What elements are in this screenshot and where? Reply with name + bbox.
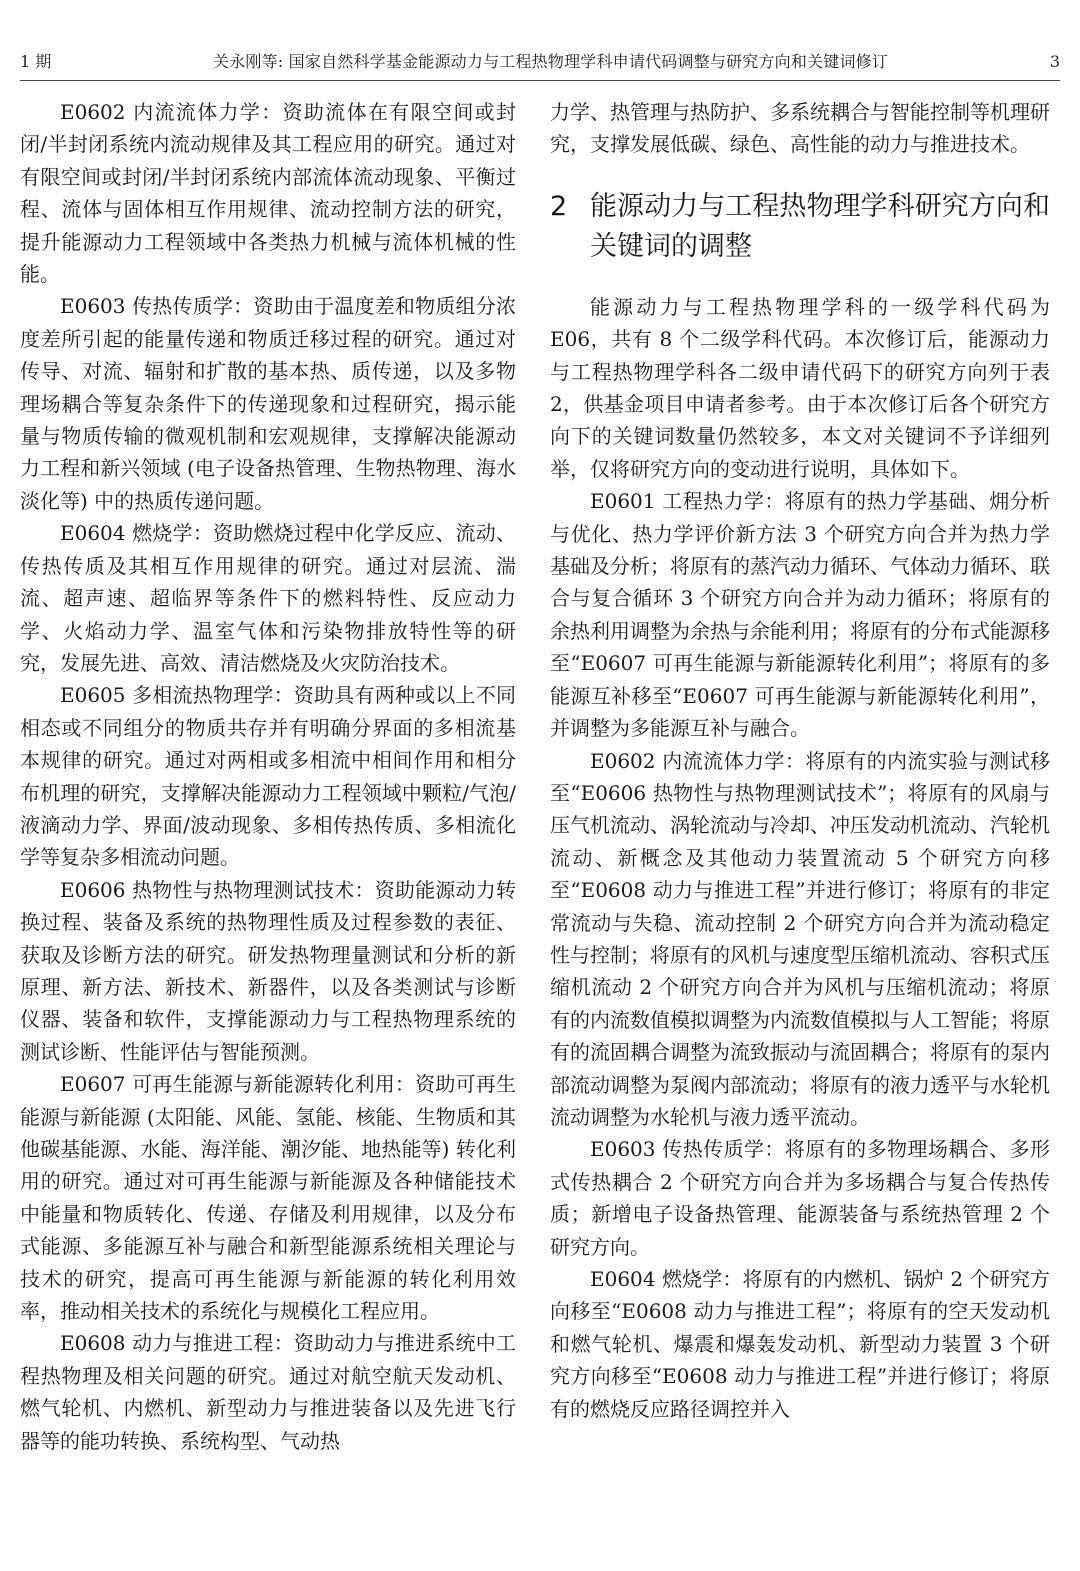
paragraph-e0603: E0603 传热传质学：资助由于温度差和物质组分浓度差所引起的能量传递和物质迁移过程的研究。通过对传导、对流、辐射和扩散的基本热、质传递，以及多物理场耦合等复杂条件下的传递现象和过程研究，揭示能量与物质传输的微观机制和宏观规律，支撑解决能源动力工程和新兴领域 (电子设备热管理、生物热物理、海水淡化等) 中的热质传递问题。 [20, 294, 516, 513]
paragraph-intro: 能源动力与工程热物理学科的一级学科代码为 E06，共有 8 个二级学科代码。本次修订后，能源动力与工程热物理学科各二级申请代码下的研究方向列于表 2，供基金项目申请者参考。由于本次修订后各个研究方向下的关键词数量仍然较多，本文对关键词不予详细列举，仅将研究方向的变动进行说明，具体如下。 [550, 294, 1050, 481]
paragraph-e0608: E0608 动力与推进工程：资助动力与推进系统中工程热物理及相关问题的研究。通过对航空航天发动机、燃气轮机、内燃机、新型动力与推进装备以及先进飞行器等的能功转换、系统构型、气动热 [20, 1331, 516, 1453]
paragraph-continuation: 力学、热管理与热防护、多系统耦合与智能控制等机理研究，支撑发展低碳、绿色、高性能的动力与推进技术。 [550, 100, 1050, 157]
issue-label: 1 期 [20, 52, 52, 71]
paragraph-e0605: E0605 多相流热物理学：资助具有两种或以上不同相态或不同组分的物质共存并有明确分界面的多相流基本规律的研究。通过对两相或多相流中相间作用和相分布机理的研究，支撑解决能源动力工程领域中颗粒/气泡/液滴动力学、界面/波动现象、多相传热传质、多相流化学等复杂多相流动问题。 [20, 683, 516, 870]
section-title: 能源动力与工程热物理学科研究方向和关键词的调整 [590, 190, 1050, 262]
page-number: 3 [1049, 52, 1060, 71]
paragraph-rev-e0602: E0602 内流流体力学：将原有的内流实验与测试移至“E0606 热物性与热物理测试技术”；将原有的风扇与压气机流动、涡轮流动与冷却、冲压发动机流动、汽轮机流动、新概念及其他动力装置流动 5 个研究方向移至“E0608 动力与推进工程”并进行修订；将原有的非定常流动与失稳、流动控制 2 个研究方向合并为流动稳定性与控制；将原有的风机与速度型压缩机流动、容积式压缩机流动 2 个研究方向合并为风机与压缩机流动；将原有的内流数值模拟调整为内流数值模拟与人工智能；将原有的流固耦合调整为流致振动与流固耦合；将原有的泵内部流动调整为泵阀内部流动；将原有的液力透平与水轮机流动调整为水轮机与液力透平流动。 [550, 748, 1050, 1129]
paragraph-rev-e0603: E0603 传热传质学：将原有的多物理场耦合、多形式传热耦合 2 个研究方向合并为多场耦合与复合传热传质；新增电子设备热管理、能源装备与系统热管理 2 个研究方向。 [550, 1137, 1050, 1259]
paragraph-rev-e0604: E0604 燃烧学：将原有的内燃机、锅炉 2 个研究方向移至“E0608 动力与推进工程”；将原有的空天发动机和燃气轮机、爆震和爆轰发动机、新型动力装置 3 个研究方向移至“E0608 动力与推进工程”并进行修订；将原有的燃烧反应路径调控并入 [550, 1267, 1050, 1421]
running-title: 关永刚等: 国家自然科学基金能源动力与工程热物理学科申请代码调整与研究方向和关键词修订 [213, 52, 889, 71]
paragraph-e0606: E0606 热物性与热物理测试技术：资助能源动力转换过程、装备及系统的热物理性质及过程参数的表征、获取及诊断方法的研究。研发热物理量测试和分析的新原理、新方法、新技术、新器件，以及各类测试与诊断仪器、装备和软件，支撑能源动力与工程热物理系统的测试诊断、性能评估与智能预测。 [20, 877, 516, 1064]
running-header [20, 52, 1060, 72]
paragraph-rev-e0601: E0601 工程热力学：将原有的热力学基础、㶲分析与优化、热力学评价新方法 3 个研究方向合并为热力学基础及分析；将原有的蒸汽动力循环、气体动力循环、联合与复合循环 3 个研究方向合并为动力循环；将原有的余热利用调整为余热与余能利用；将原有的分布式能源移至“E0607 可再生能源与新能源转化利用”；将原有的多能源互补移至“E0607 可再生能源与新能源转化利用”，并调整为多能源互补与融合。 [550, 489, 1050, 741]
header-rule [20, 80, 1060, 81]
left-column [20, 96, 516, 1457]
section-heading [550, 187, 1050, 267]
paragraph-e0602: E0602 内流流体力学：资助流体在有限空间或封闭/半封闭系统内流动规律及其工程应用的研究。通过对有限空间或封闭/半封闭系统内部流体流动现象、平衡过程、流体与固体相互作用规律、流动控制方法的研究，提升能源动力工程领域中各类热力机械与流体机械的性能。 [20, 100, 516, 287]
section-number: 2 [550, 190, 568, 222]
paragraph-e0604: E0604 燃烧学：资助燃烧过程中化学反应、流动、传热传质及其相互作用规律的研究。通过对层流、湍流、超声速、超临界等条件下的燃料特性、反应动力学、火焰动力学、温室气体和污染物排放特性等的研究，发展先进、高效、清洁燃烧及火灾防治技术。 [20, 521, 516, 675]
right-column [550, 96, 1050, 1425]
paragraph-e0607: E0607 可再生能源与新能源转化利用：资助可再生能源与新能源 (太阳能、风能、氢能、核能、生物质和其他碳基能源、水能、海洋能、潮汐能、地热能等) 转化利用的研究。通过对可再生能源与新能源及各种储能技术中能量和物质转化、传递、存储及利用规律，以及分布式能源、多能源互补与融合和新型能源系统相关理论与技术的研究，提高可再生能源与新能源的转化利用效率，推动相关技术的系统化与规模化工程应用。 [20, 1072, 516, 1324]
